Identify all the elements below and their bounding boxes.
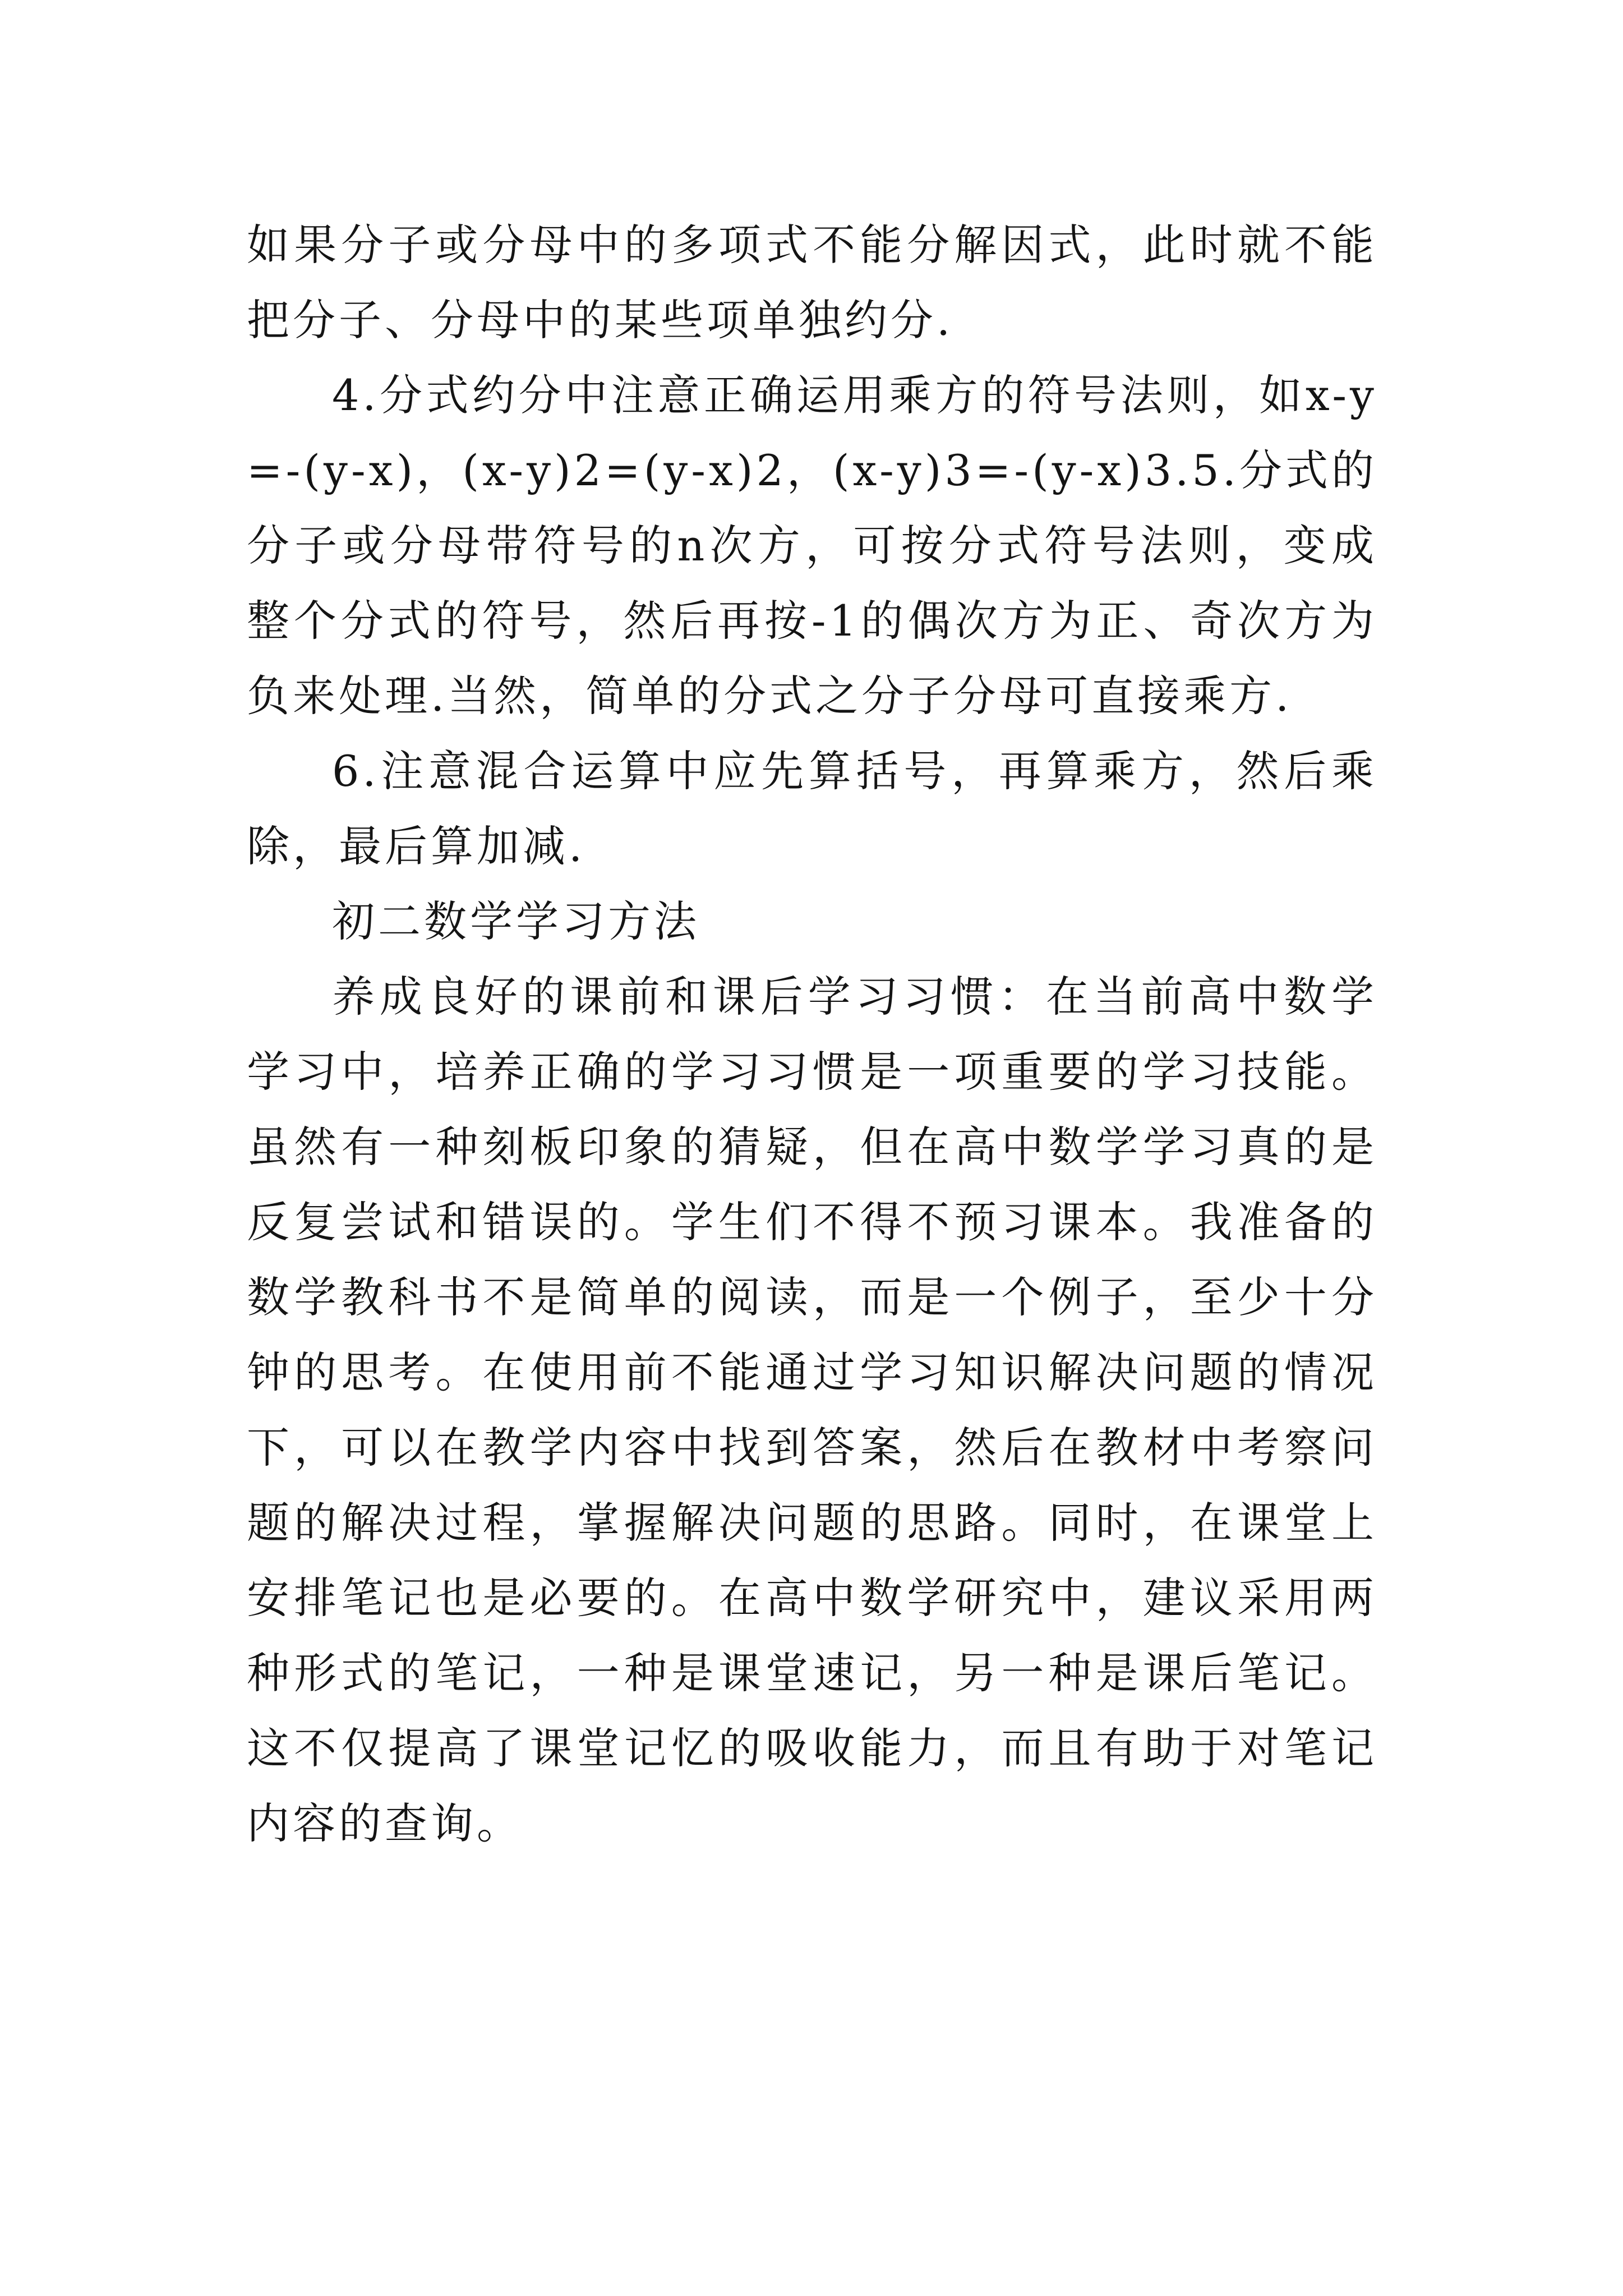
paragraph-point-6: 6.注意混合运算中应先算括号，再算乘方，然后乘除，最后算加减.	[247, 746, 1377, 871]
paragraph-point-4-5: 4.分式约分中注意正确运用乘方的符号法则，如x-y=-(y-x)，(x-y)2=(y-x)2，(x-y)3=-(y-x)3.5.分式的分子或分母带符号的n次方，可按分式符号法则，变成整个分式的符号，然后再按-1的偶次方为正、奇次方为负来处理.当然，简单的分式之分子分母可直接乘方.	[247, 370, 1377, 721]
paragraph-study-habits: 养成良好的课前和课后学习习惯：在当前高中数学学习中，培养正确的学习习惯是一项重要的学习技能。虽然有一种刻板印象的猜疑，但在高中数学学习真的是反复尝试和错误的。学生们不得不预习课本。我准备的数学教科书不是简单的阅读，而是一个例子，至少十分钟的思考。在使用前不能通过学习知识解决问题的情况下，可以在教学内容中找到答案，然后在教材中考察问题的解决过程，掌握解决问题的思路。同时，在课堂上安排笔记也是必要的。在高中数学研究中，建议采用两种形式的笔记，一种是课堂速记，另一种是课后笔记。这不仅提高了课堂记忆的吸收能力，而且有助于对笔记内容的查询。	[247, 972, 1377, 1848]
document-body	[247, 208, 1377, 1861]
section-heading: 初二数学学习方法	[332, 896, 700, 946]
paragraph-continuation: 如果分子或分母中的多项式不能分解因式，此时就不能把分子、分母中的某些项单独约分.	[247, 220, 1377, 345]
